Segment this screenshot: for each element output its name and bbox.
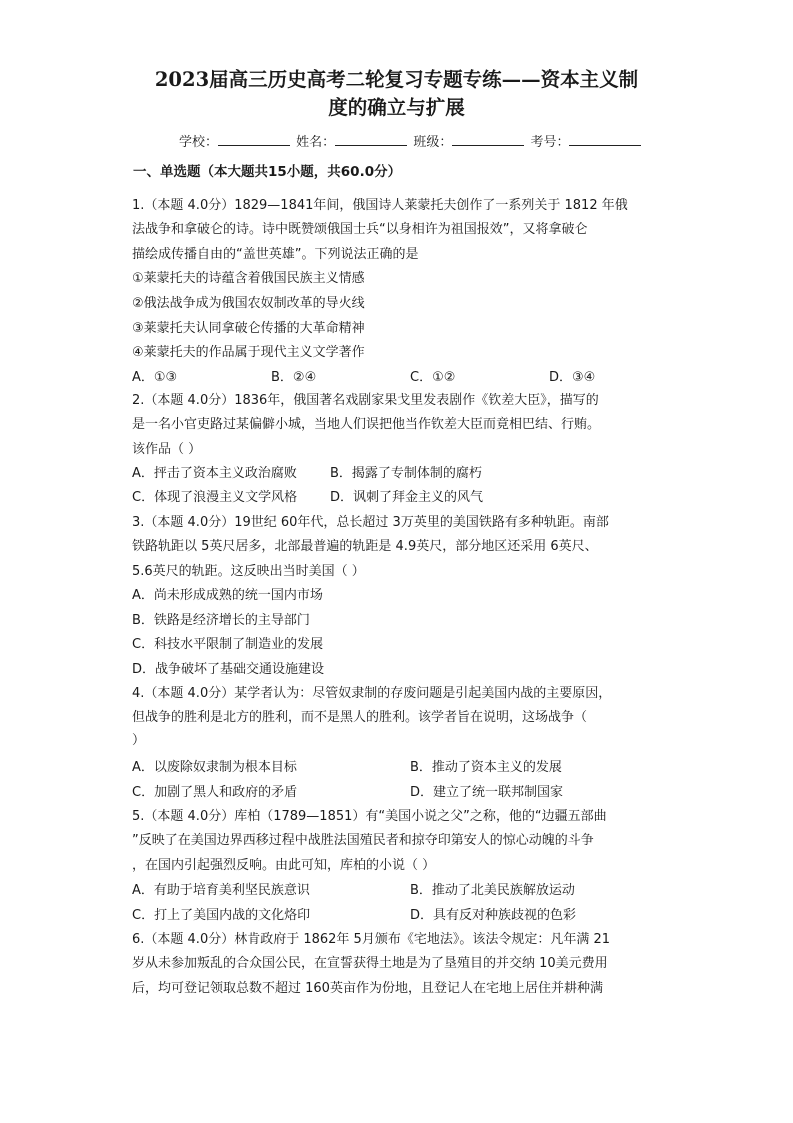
question-4-line: 但战争的胜利是北方的胜利，而不是黑人的胜利。该学者旨在说明，这场战争（ (132, 710, 588, 725)
document-title: 2023届高三历史高考二轮复习专题专练——资本主义制 (154, 68, 639, 91)
question-5-line: ”反映了在美国边界西移过程中战胜法国殖民者和掠夺印第安人的惊心动魄的斗争 (132, 833, 594, 848)
question-1-statement: ③莱蒙托夫认同拿破仑传播的大革命精神 (132, 321, 365, 336)
exam-number-label: 考号： (530, 135, 570, 150)
question-5-line: ，在国内引起强烈反响。由此可知，库柏的小说（ ） (132, 858, 436, 873)
question-1-line: 描绘成传播自由的“盖世英雄”。下列说法正确的是 (132, 247, 419, 262)
question-1-option-d[interactable]: D．③④ (549, 370, 596, 385)
question-2-option-d[interactable]: D．讽刺了拜金主义的风气 (330, 490, 484, 505)
question-3-option-a[interactable]: A．尚未形成成熟的统一国内市场 (132, 588, 323, 603)
question-1-line: 1.（本题 4.0分）1829—1841年间，俄国诗人莱蒙托夫创作了一系列关于 1812 年俄 (132, 198, 628, 213)
question-4-option-a[interactable]: A．以废除奴隶制为根本目标 (132, 760, 297, 775)
question-2-line: 该作品（ ） (132, 442, 202, 457)
question-3-option-d[interactable]: D．战争破坏了基础交通设施建设 (132, 662, 325, 677)
class-label: 班级： (413, 135, 453, 150)
question-5-option-c[interactable]: C．打上了美国内战的文化烙印 (132, 908, 311, 923)
student-info-row (179, 131, 643, 150)
document-title-continued: 度的确立与扩展 (328, 96, 465, 119)
question-4-option-b[interactable]: B．推动了资本主义的发展 (410, 760, 562, 775)
question-3-line: 5.6英尺的轨距。这反映出当时美国（ ） (132, 564, 365, 579)
section-heading: 一、单选题（本大题共15小题，共60.0分） (133, 164, 402, 180)
question-4-line: ） (132, 733, 146, 748)
question-5-option-b[interactable]: B．推动了北美民族解放运动 (410, 883, 575, 898)
question-1-line: 法战争和拿破仑的诗。诗中既赞颂俄国士兵“以身相许为祖国报效”，又将拿破仑 (132, 222, 588, 237)
question-1-statement: ④莱蒙托夫的作品属于现代主义文学著作 (132, 345, 365, 360)
question-6-line: 后，均可登记领取总数不超过 160英亩作为份地，且登记人在宅地上居住并耕种满 (132, 981, 603, 996)
question-2-option-b[interactable]: B．揭露了专制体制的腐朽 (330, 466, 482, 481)
question-3-line: 铁路轨距以 5英尺居多，北部最普遍的轨距是 4.9英尺，部分地区还采用 6英尺、 (132, 539, 598, 554)
question-5-option-a[interactable]: A．有助于培育美利坚民族意识 (132, 883, 310, 898)
question-1-option-c[interactable]: C．①② (410, 370, 456, 385)
question-5-line: 5.（本题 4.0分）库柏（1789—1851）有“美国小说之父”之称，他的“边疆五部曲 (132, 809, 607, 824)
question-1-statement: ①莱蒙托夫的诗蕴含着俄国民族主义情感 (132, 271, 365, 286)
exam-number-blank[interactable] (569, 133, 641, 146)
question-4-option-c[interactable]: C．加剧了黑人和政府的矛盾 (132, 785, 298, 800)
question-1-statement: ②俄法战争成为俄国农奴制改革的导火线 (132, 296, 365, 311)
school-label: 学校： (179, 135, 219, 150)
question-4-option-d[interactable]: D．建立了统一联邦制国家 (410, 785, 564, 800)
question-4-line: 4.（本题 4.0分）某学者认为：尽管奴隶制的存废问题是引起美国内战的主要原因， (132, 686, 612, 701)
question-6-line: 6.（本题 4.0分）林肯政府于 1862年 5月颁布《宅地法》。该法令规定：凡年满 21 (132, 932, 611, 947)
name-blank[interactable] (335, 133, 407, 146)
school-blank[interactable] (218, 133, 290, 146)
question-1-option-b[interactable]: B．②④ (271, 370, 317, 385)
question-3-line: 3.（本题 4.0分）19世纪 60年代，总长超过 3万英里的美国铁路有多种轨距。南部 (132, 515, 609, 530)
question-2-line: 是一名小官吏路过某偏僻小城，当地人们误把他当作钦差大臣而竟相巴结、行贿。 (132, 417, 601, 432)
question-3-option-c[interactable]: C．科技水平限制了制造业的发展 (132, 637, 324, 652)
question-1-option-a[interactable]: A．①③ (132, 370, 178, 385)
question-2-option-a[interactable]: A．抨击了资本主义政治腐败 (132, 466, 297, 481)
question-2-option-c[interactable]: C．体现了浪漫主义文学风格 (132, 490, 298, 505)
question-5-option-d[interactable]: D．具有反对种族歧视的色彩 (410, 908, 577, 923)
question-3-option-b[interactable]: B．铁路是经济增长的主导部门 (132, 613, 310, 628)
name-label: 姓名： (296, 135, 336, 150)
class-blank[interactable] (452, 133, 524, 146)
question-6-line: 岁从未参加叛乱的合众国公民，在宣誓获得土地是为了垦殖目的并交纳 10美元费用 (132, 956, 608, 971)
question-2-line: 2.（本题 4.0分）1836年，俄国著名戏剧家果戈里发表剧作《钦差大臣》，描写的 (132, 393, 599, 408)
